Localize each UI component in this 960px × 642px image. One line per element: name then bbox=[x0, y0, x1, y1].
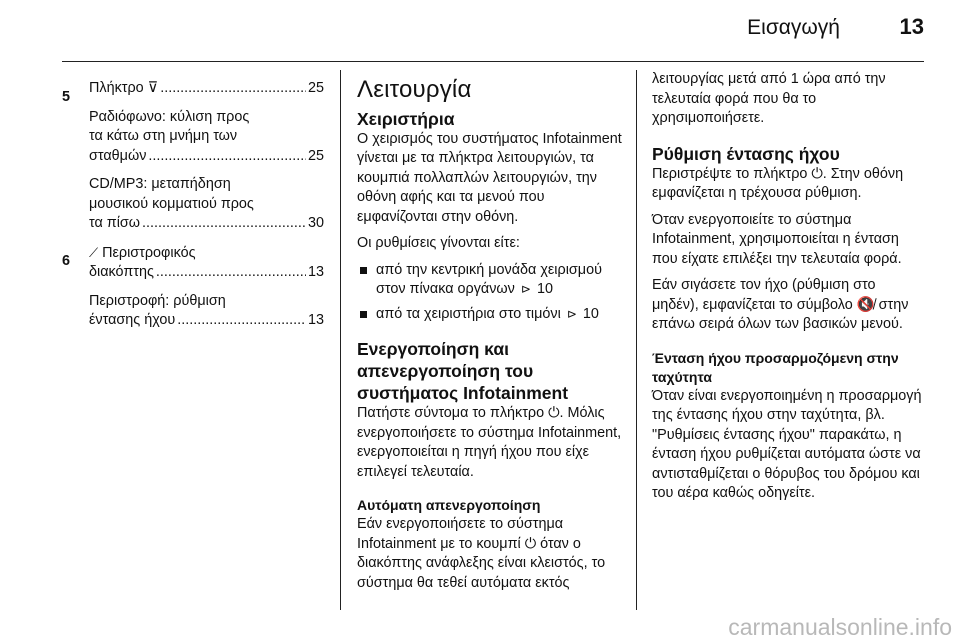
page-ref-icon: ⊳ bbox=[520, 282, 531, 296]
settings-intro: Οι ρυθμίσεις γίνονται είτε: bbox=[357, 235, 520, 251]
dot-leader bbox=[148, 147, 306, 167]
entry-page: 13 bbox=[307, 312, 324, 328]
onoff-heading: Ενεργοποίηση και απενεργοποίηση του συστήματος Infotainment bbox=[357, 339, 569, 403]
running-title: Εισαγωγή bbox=[747, 16, 840, 39]
legend-entry bbox=[89, 292, 324, 331]
entry-line: CD/MP3: μεταπήδηση bbox=[89, 176, 231, 192]
toc-line[interactable] bbox=[89, 79, 324, 99]
page-number: 13 bbox=[899, 14, 924, 39]
dot-leader bbox=[156, 263, 306, 283]
page-ref[interactable]: 10 bbox=[536, 281, 553, 297]
watermark: carmanualsonline.info bbox=[728, 614, 952, 640]
toc-line[interactable] bbox=[89, 263, 324, 283]
toc-line[interactable] bbox=[89, 311, 324, 331]
list-item bbox=[357, 305, 625, 325]
legend-column bbox=[62, 70, 324, 331]
volume-column bbox=[652, 70, 924, 511]
toc-line[interactable] bbox=[89, 147, 324, 167]
legend-entry bbox=[89, 243, 324, 283]
volume-text-1: Περιστρέψτε το πλήκτρο ⏻. Στην οθόνη εμφανίζεται η τρέχουσα ρύθμιση. bbox=[652, 165, 904, 201]
controls-heading: Χειριστήρια bbox=[357, 108, 455, 129]
entry-line bbox=[89, 243, 324, 264]
entry-page: 30 bbox=[307, 215, 324, 231]
speed-volume-text: Όταν είναι ενεργοποιημένη η προσαρμογή της έντασης ήχου στην ταχύτητα, βλ. "Ρυθμίσεις έντασης ήχου" παρακάτω, η ένταση ήχου ρυθμίζεται αυτόματα ώστε να αντισταθμίζεται ο θόρυβος του δρόμου και του αέρα καθώς οδηγείτε. bbox=[652, 387, 922, 501]
legend-item-6 bbox=[62, 243, 324, 331]
volume-text-3: Εάν σιγάσετε τον ήχο (ρύθμιση στο μηδέν), εμφανίζεται το σύμβολο 🔇̸ στην επάνω σειρά όλων των βασικών μενού. bbox=[652, 277, 909, 332]
onoff-text: Πατήστε σύντομα το πλήκτρο ⏻. Μόλις ενεργοποιήσετε το σύστημα Infotainment, ενεργοποιείται η πηγή ήχου που είχε επιλεγεί τελευταία. bbox=[357, 405, 622, 480]
entry-page: 25 bbox=[307, 80, 324, 96]
dot-leader bbox=[177, 311, 306, 331]
page-ref-icon: ⊳ bbox=[566, 306, 577, 321]
volume-heading: Ρύθμιση έντασης ήχου bbox=[652, 143, 840, 164]
entry-text: διακόπτης bbox=[89, 264, 154, 280]
section-title: Λειτουργία bbox=[357, 76, 472, 103]
operation-column bbox=[357, 70, 625, 600]
volume-text-2: Όταν ενεργοποιείτε το σύστημα Infotainment, χρησιμοποιείται η ένταση που είχατε επιλέξει την τελευταία φορά. bbox=[652, 211, 902, 267]
legend-entry bbox=[89, 175, 324, 234]
rotary-knob-icon: ⟋ bbox=[89, 244, 99, 260]
dot-leader bbox=[142, 214, 306, 234]
entry-text: τα πίσω bbox=[89, 215, 141, 231]
settings-list bbox=[357, 261, 625, 325]
entry-text: Πλήκτρο ⊽ bbox=[89, 80, 159, 96]
entry-text: έντασης ήχου bbox=[89, 312, 176, 328]
dot-leader bbox=[160, 79, 306, 99]
entry-line: Περιστροφή: ρύθμιση bbox=[89, 292, 226, 309]
header-rule bbox=[62, 61, 924, 62]
column-divider-1 bbox=[340, 70, 341, 610]
entry-text: σταθμών bbox=[89, 147, 147, 164]
legend-entry bbox=[89, 108, 324, 167]
entry-page: 13 bbox=[307, 264, 324, 280]
item-number: 5 bbox=[62, 89, 71, 105]
legend-item-5 bbox=[62, 79, 324, 234]
legend-entry bbox=[89, 79, 324, 99]
page-ref[interactable]: 10 bbox=[582, 305, 599, 322]
list-item bbox=[357, 261, 625, 300]
bullet-text: από την κεντρική μονάδα χειρισμού στον πίνακα οργάνων bbox=[376, 261, 602, 297]
controls-text: Ο χειρισμός του συστήματος Infotainment γίνεται με τα πλήκτρα λειτουργιών, τα κουμπιά πολλαπλών λειτουργιών, την οθόνη αφής και τα μενού που εμφανίζονται στην οθόνη. bbox=[357, 130, 622, 225]
auto-off-text: Εάν ενεργοποιήσετε το σύστημα Infotainment με το κουμπί ⏻ όταν ο διακόπτης ανάφλεξης είναι κλειστός, το σύστημα θα τεθεί αυτόματα εκτός bbox=[357, 516, 606, 591]
page-header bbox=[0, 0, 960, 62]
entry-line: τα κάτω στη μνήμη των bbox=[89, 128, 238, 144]
entry-line: μουσικού κομματιού προς bbox=[89, 195, 254, 212]
speed-volume-heading: Ένταση ήχου προσαρμοζόμενη στην ταχύτητα bbox=[652, 349, 899, 385]
toc-line[interactable] bbox=[89, 214, 324, 234]
continuation-text: λειτουργίας μετά από 1 ώρα από την τελευταία φορά που θα το χρησιμοποιήσετε. bbox=[652, 71, 886, 126]
entry-page: 25 bbox=[307, 147, 324, 164]
auto-off-heading: Αυτόματη απενεργοποίηση bbox=[357, 497, 541, 513]
column-divider-2 bbox=[636, 70, 637, 610]
bullet-text: από τα χειριστήρια στο τιμόνι bbox=[376, 305, 561, 322]
entry-line-text: Περιστροφικός bbox=[102, 244, 196, 261]
entry-line: Ραδιόφωνο: κύλιση προς bbox=[89, 108, 250, 125]
item-number: 6 bbox=[62, 252, 71, 269]
